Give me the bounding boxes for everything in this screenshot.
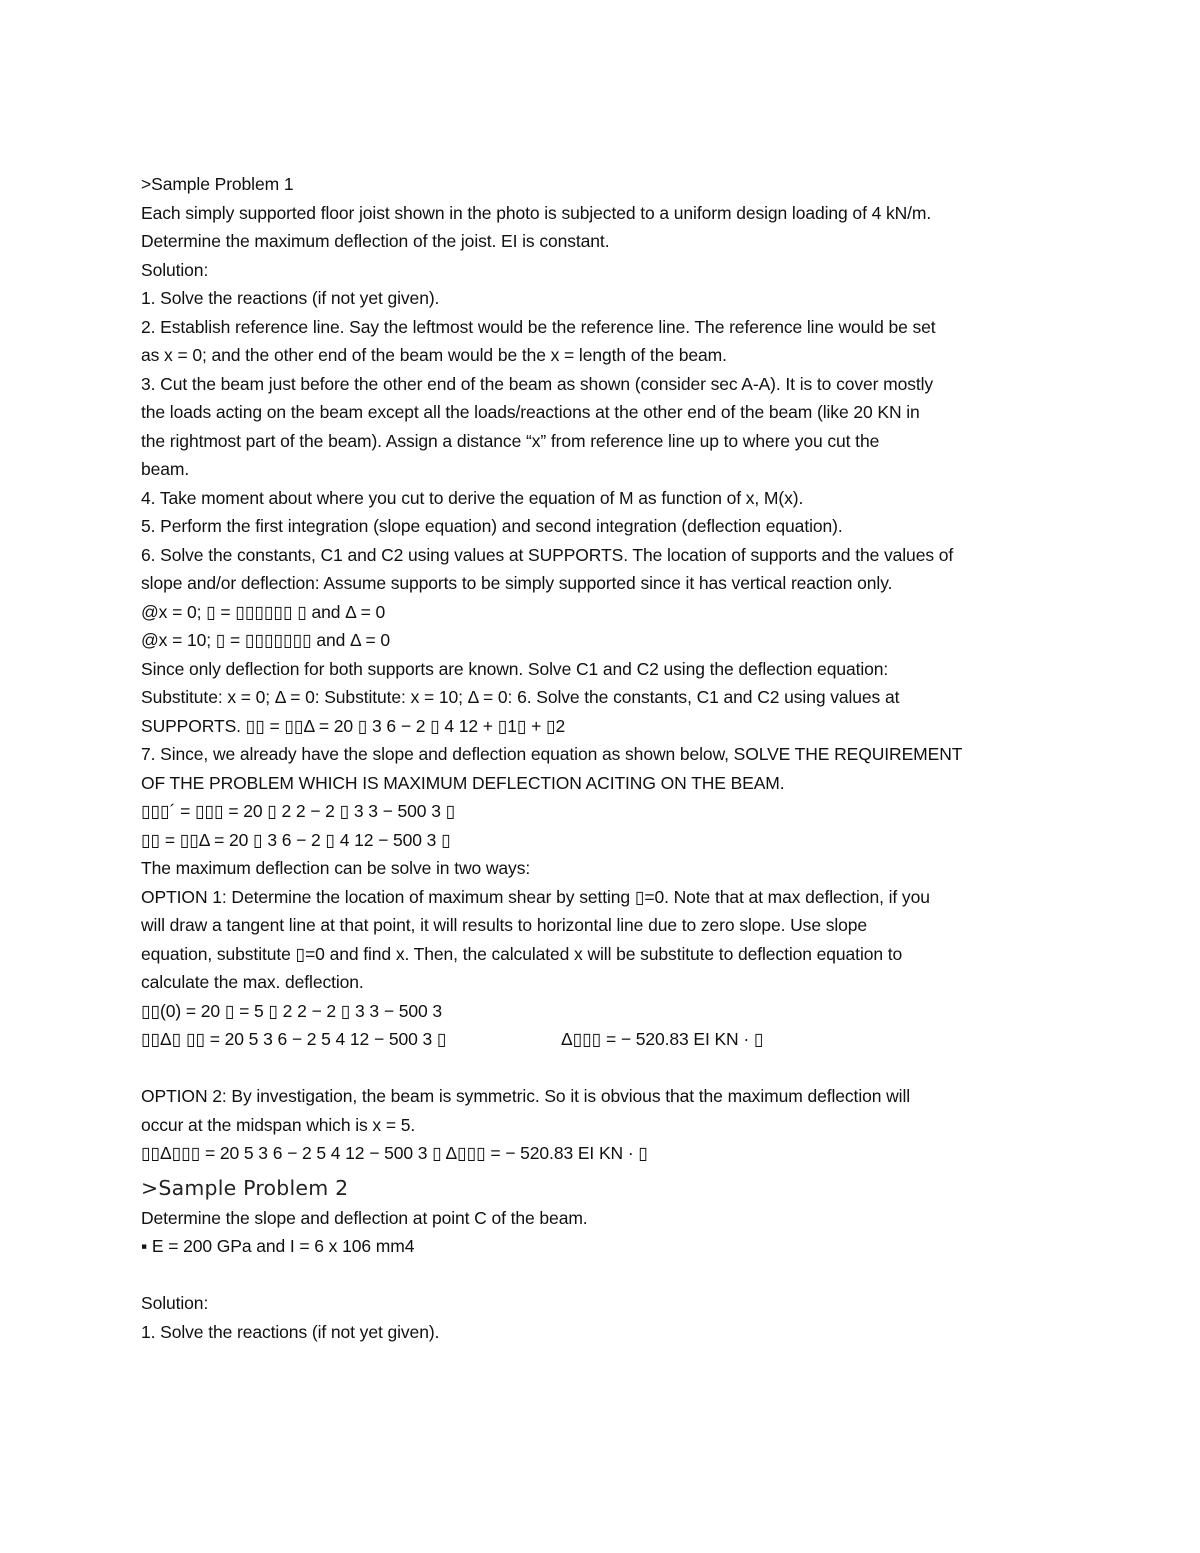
text-line: beam.	[141, 459, 190, 479]
text-line: Solution:	[141, 259, 209, 280]
text-line: the rightmost part of the beam). Assign a distance “x” from reference line up to where you cut the	[141, 430, 880, 451]
blank-line	[141, 1261, 1061, 1290]
text-line: 2. Establish reference line. Say the leftmost would be the reference line. The reference line would be set	[141, 316, 936, 337]
equation-line: @x = 10; ▯ = ▯▯▯▯▯▯▯ and Δ = 0	[141, 630, 390, 650]
text-line: 7. Since, we already have the slope and deflection equation as shown below, SOLVE THE REQUIREMENT	[141, 744, 963, 764]
equation-line: ▯▯(0) = 20 ▯ = 5 ▯ 2 2 − 2 ▯ 3 3 − 500 3	[141, 1000, 443, 1021]
text-line: 6. Solve the constants, C1 and C2 using values at SUPPORTS. The location of supports and the values of	[141, 544, 954, 565]
equation-line-split	[141, 1025, 1061, 1054]
bullet-line: ▪ E = 200 GPa and I = 6 x 106 mm4	[141, 1236, 415, 1256]
equation-line: @x = 0; ▯ = ▯▯▯▯▯▯ ▯ and Δ = 0	[141, 601, 386, 622]
text-line: Substitute: x = 0; Δ = 0: Substitute: x = 10; Δ = 0: 6. Solve the constants, C1 and C2 using values at	[141, 687, 900, 707]
text-line: will draw a tangent line at that point, it will results to horizontal line due to zero slope. Use slope	[141, 915, 868, 935]
equation-line: ▯▯Δ▯▯▯ = 20 5 3 6 − 2 5 4 12 − 500 3 ▯ Δ▯▯▯ = − 520.83 EI KN · ▯	[141, 1143, 648, 1163]
text-line: calculate the max. deflection.	[141, 972, 364, 992]
equation-line: ▯▯ = ▯▯Δ = 20 ▯ 3 6 − 2 ▯ 4 12 − 500 3 ▯	[141, 829, 451, 850]
equation-right: Δ▯▯▯ = − 520.83 EI KN · ▯	[561, 1029, 764, 1049]
text-line: Solution:	[141, 1293, 209, 1313]
text-line: 1. Solve the reactions (if not yet given).	[141, 1321, 440, 1342]
text-line: OPTION 1: Determine the location of maximum shear by setting ▯=0. Note that at max deflection, if you	[141, 886, 930, 907]
text-line: OPTION 2: By investigation, the beam is symmetric. So it is obvious that the maximum deflection will	[141, 1086, 911, 1106]
text-line: slope and/or deflection: Assume supports to be simply supported since it has vertical reaction only.	[141, 573, 893, 593]
text-line: as x = 0; and the other end of the beam would be the x = length of the beam.	[141, 345, 727, 365]
blank-line	[141, 1054, 1061, 1083]
text-line: occur at the midspan which is x = 5.	[141, 1114, 416, 1135]
text-line: Determine the maximum deflection of the joist. EI is constant.	[141, 231, 610, 251]
text-line: the loads acting on the beam except all the loads/reactions at the other end of the beam (like 20 KN in	[141, 402, 920, 422]
text-line: The maximum deflection can be solve in two ways:	[141, 858, 531, 878]
text-line: 1. Solve the reactions (if not yet given).	[141, 288, 440, 308]
text-line: Determine the slope and deflection at point C of the beam.	[141, 1207, 588, 1228]
text-line: Each simply supported floor joist shown in the photo is subjected to a uniform design loading of 4 kN/m.	[141, 202, 932, 223]
equation-line: SUPPORTS. ▯▯ = ▯▯Δ = 20 ▯ 3 6 − 2 ▯ 4 12 + ▯1▯ + ▯2	[141, 715, 566, 736]
problem-2-heading: >Sample Problem 2	[141, 1175, 349, 1200]
text-line: equation, substitute ▯=0 and find x. Then, the calculated x will be substitute to deflection equation to	[141, 943, 903, 964]
text-line: 3. Cut the beam just before the other end of the beam as shown (consider sec A-A). It is to cover mostly	[141, 373, 934, 394]
text-line: OF THE PROBLEM WHICH IS MAXIMUM DEFLECTION ACITING ON THE BEAM.	[141, 772, 785, 793]
equation-line: ▯▯▯´ = ▯▯▯ = 20 ▯ 2 2 − 2 ▯ 3 3 − 500 3 ▯	[141, 801, 456, 821]
problem-1-heading: >Sample Problem 1	[141, 174, 294, 194]
text-line: Since only deflection for both supports are known. Solve C1 and C2 using the deflection equation:	[141, 658, 889, 679]
text-line: 4. Take moment about where you cut to derive the equation of M as function of x, M(x).	[141, 487, 804, 508]
text-line: 5. Perform the first integration (slope equation) and second integration (deflection equation).	[141, 516, 843, 536]
equation-left: ▯▯Δ▯ ▯▯ = 20 5 3 6 − 2 5 4 12 − 500 3 ▯	[141, 1029, 447, 1049]
document-body	[141, 170, 1061, 1346]
